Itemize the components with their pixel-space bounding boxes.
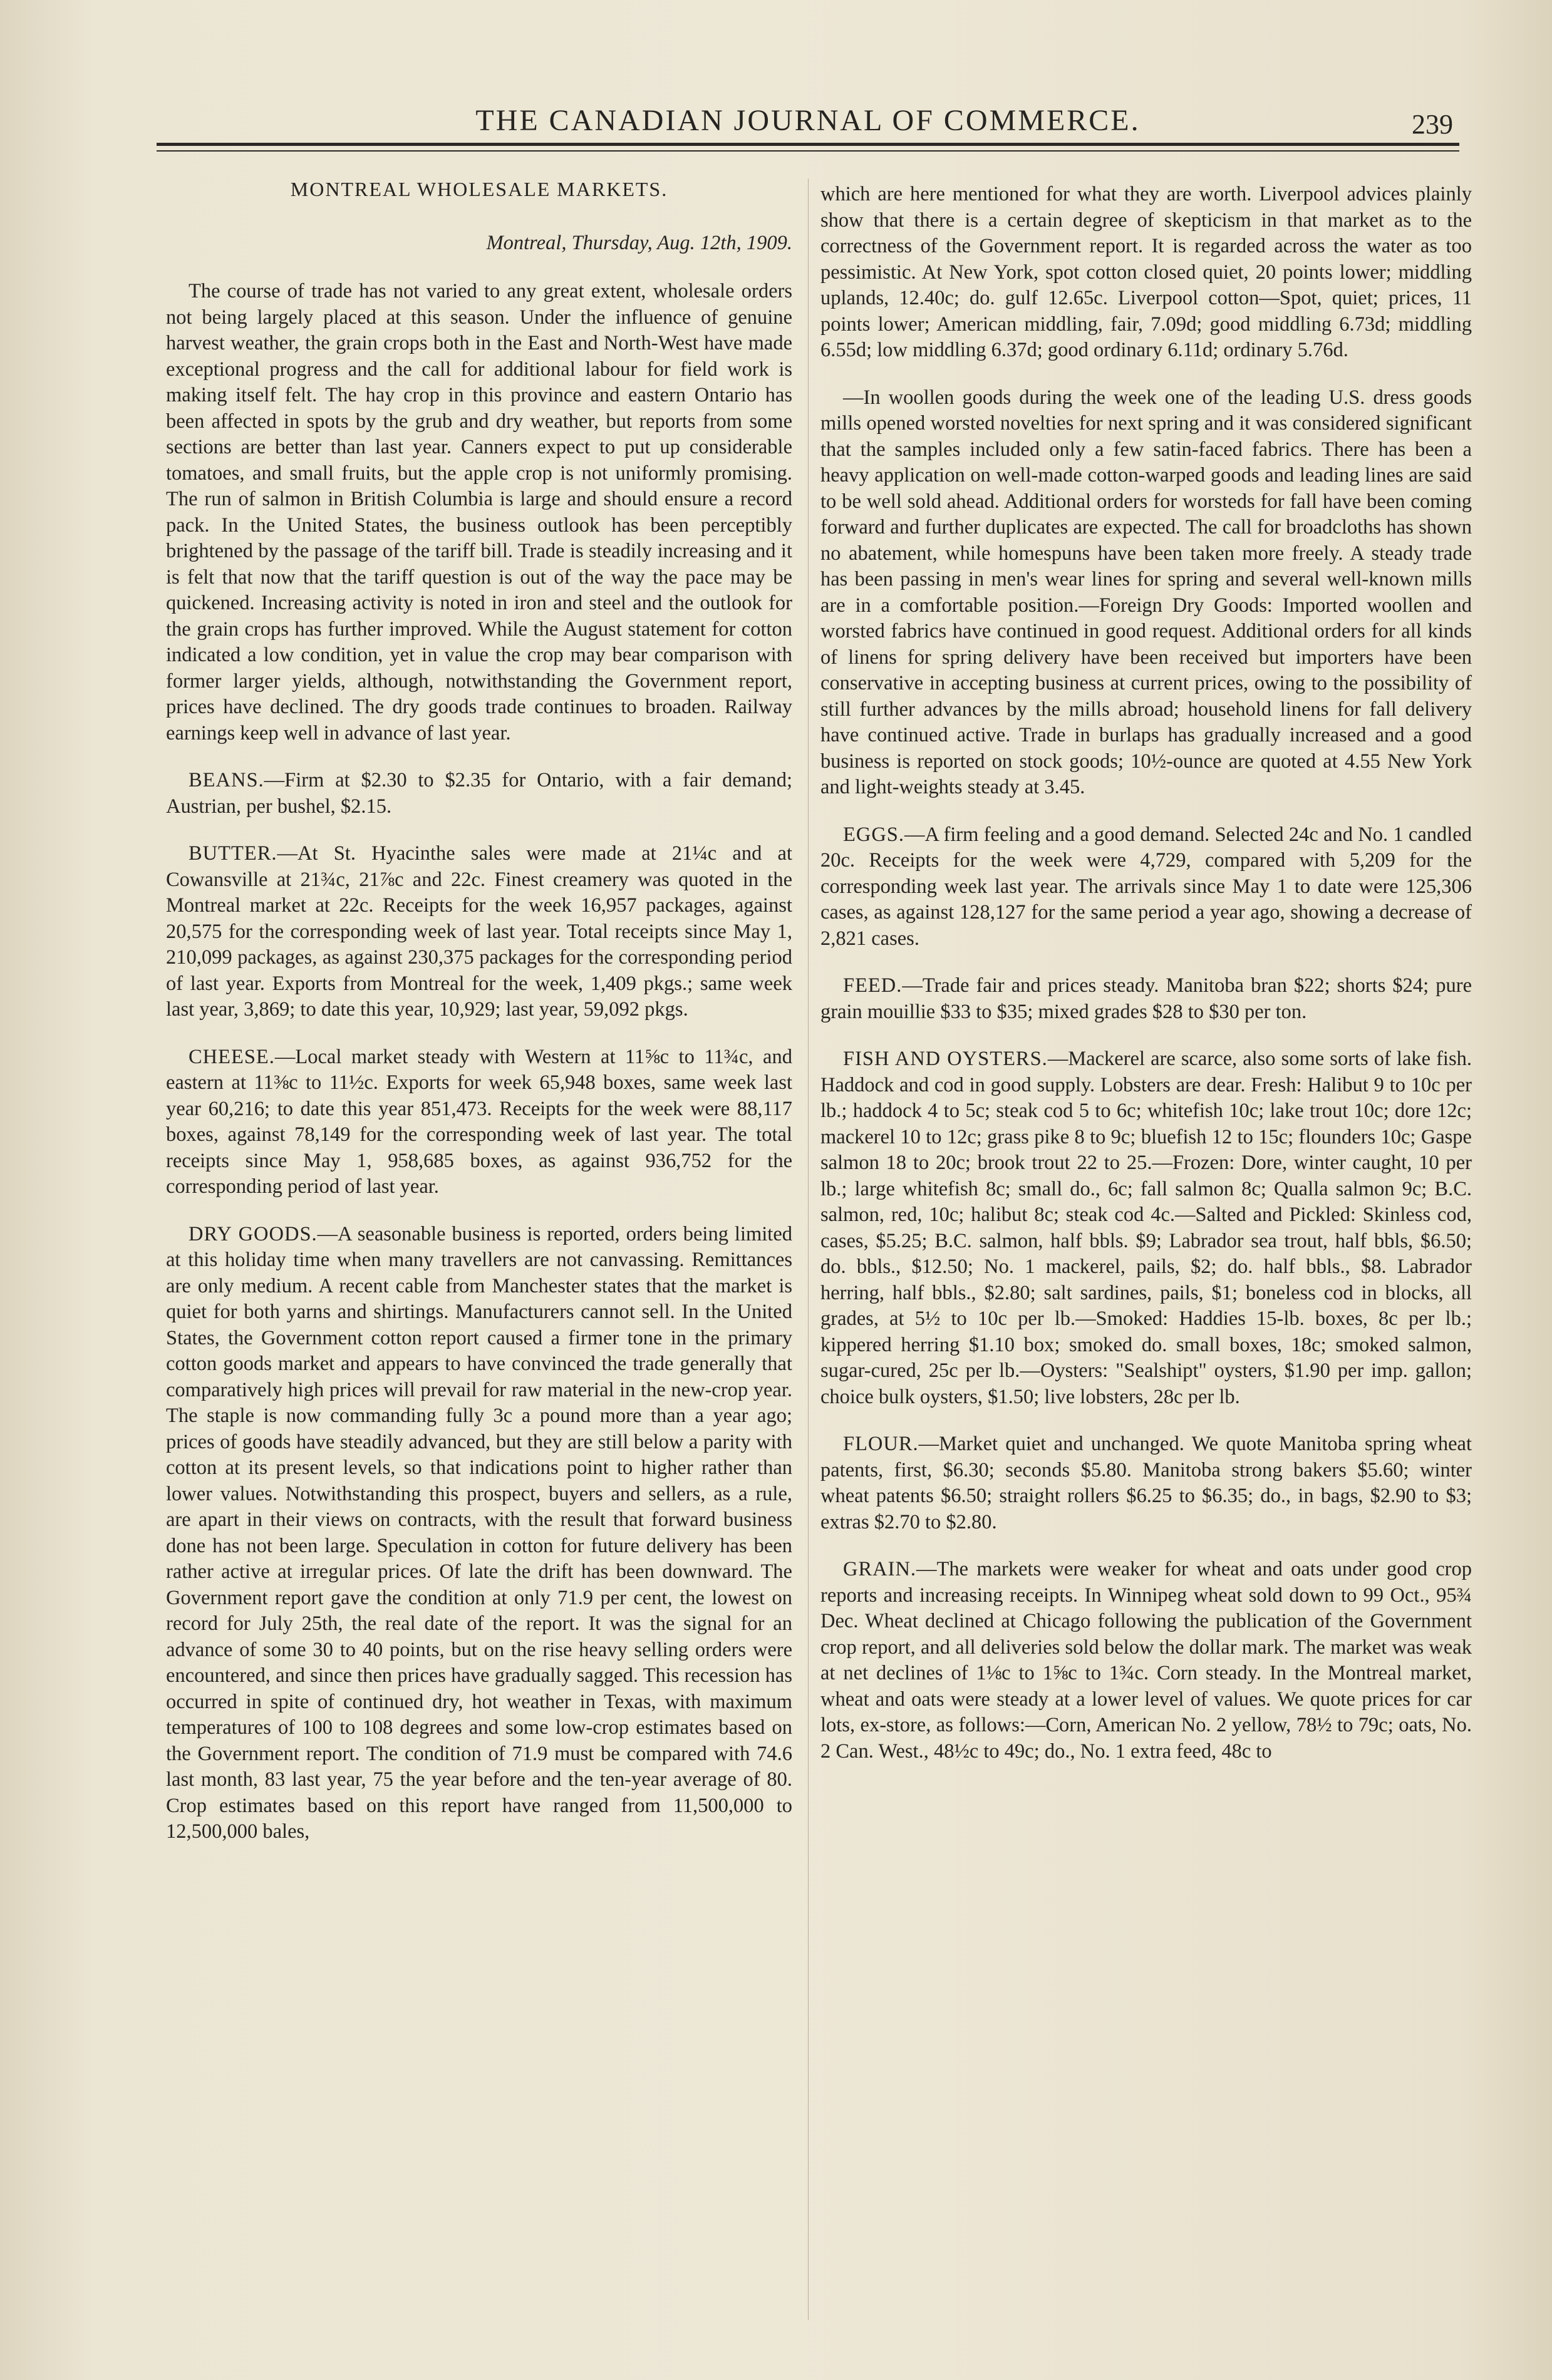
- page-header: [157, 103, 1459, 147]
- right-column: [820, 182, 1472, 1786]
- paragraph-text: —A seasonable business is reported, orders being limited at this holiday time when many travellers are not canvassing. Remittances are only medium. A recent cable from Manchester states that the market is quiet for both yarns and shirtings. Manufacturers cannot sell. In the United States, the Government cotton report caused a firmer tone in the primary cotton goods market and appears to have convinced the trade generally that comparatively high prices will prevail for raw material in the new-crop year. The staple is now commanding fully 3c a pound more than a year ago; prices of goods have steadily advanced, but they are still below a parity with cotton at its present levels, so that indications point to higher rather than lower values. Notwithstanding this prospect, buyers and sellers, as a rule, are apart in their views on contracts, with the result that forward business done has not been large. Speculation in cotton for future delivery has been rather active at irregular prices. Of late the drift has been downward. The Government report gave the condition at only 71.9 per cent, the lowest on record for July 25th, the real date of the report. It was the signal for an advance of some 30 to 40 points, but on the rise heavy selling orders were encountered, and since then prices have gradually sagged. This recession has occurred in spite of continued dry, hot weather in Texas, with maximum temperatures of 100 to 108 degrees and some low-crop estimates based on the Government report. The condition of 71.9 must be compared with 74.6 last month, 83 last year, 75 the year before and the ten-year average of 80. Crop estimates based on this report have ranged from 11,500,000 to 12,500,000 bales,: [166, 1222, 792, 1843]
- paragraph-heading: GRAIN.: [843, 1558, 917, 1580]
- article-paragraph: [820, 1046, 1472, 1410]
- paragraph-text: —At St. Hyacinthe sales were made at 21¼c and at Cowansville at 21¾c, 21⅞c and 22c. Finest creamery was quoted in the Montreal market at 22c. Receipts for the week 16,957 packages, against 20,575 for the corresponding week of last year. Total receipts since May 1, 210,099 packages, as against 230,375 packages for the corresponding period of last year. Exports from Montreal for the week, 1,409 pkgs.; same week last year, 3,869; to date this year, 10,929; last year, 59,092 pkgs.: [166, 842, 792, 1021]
- paragraph-heading: CHEESE.: [189, 1045, 275, 1068]
- header-rule-thick: [157, 143, 1459, 146]
- page-number: 239: [1412, 109, 1453, 140]
- section-title: MONTREAL WHOLESALE MARKETS.: [290, 178, 668, 200]
- paragraph-heading: DRY GOODS.: [189, 1222, 318, 1245]
- left-column: [166, 177, 792, 1867]
- left-paragraphs: [166, 279, 792, 1845]
- paragraph-text: —Local market steady with Western at 11⅝c to 11¾c, and eastern at 11⅜c to 11½c. Exports for week 65,948 boxes, same week last year 60,216; to date this year 851,473. Receipts for the week were 88,117 boxes, against 78,149 for the corresponding week of last year. The total receipts since May 1, 958,685 boxes, as against 936,752 for the corresponding period of last year.: [166, 1045, 792, 1198]
- paragraph-heading: FISH AND OYSTERS.: [843, 1048, 1048, 1070]
- paragraph-text: —Mackerel are scarce, also some sorts of lake fish. Haddock and cod in good supply. Lobsters are dear. Fresh: Halibut 9 to 10c per lb.; haddock 4 to 5c; steak cod 5 to 6c; whitefish 10c; lake trout 10c; dore 12c; mackerel 10 to 12c; grass pike 8 to 9c; bluefish 12 to 15c; flounders 10c; Gaspe salmon 18 to 20c; brook trout 22 to 25.—Frozen: Dore, winter caught, 10 per lb.; large whitefish 8c; small do., 6c; fall salmon 8c; Qualla salmon 9c; B.C. salmon, red, 10c; halibut 8c; steak cod 4c.—Salted and Pickled: Skinless cod, cases, $5.25; B.C. salmon, half bbls. $9; Labrador sea trout, half bbls, $6.50; do. bbls., $12.50; No. 1 mackerel, pails, $2; do. half bbls., $8. Labrador herring, half bbls., $2.80; salt sardines, pails, $1; boneless cod in blocks, all grades, at 5½ to 10c per lb.—Smoked: Haddies 15-lb. boxes, 8c per lb.; kippered herring $1.10 box; smoked do. small boxes, 18c; smoked salmon, sugar-cured, 25c per lb.—Oysters: "Sealshipt" oysters, $1.90 per imp. gallon; choice bulk oysters, $1.50; live lobsters, 28c per lb.: [820, 1048, 1472, 1408]
- article-paragraph: [820, 1557, 1472, 1764]
- paragraph-heading: BUTTER.: [189, 842, 277, 865]
- article-paragraph: [820, 385, 1472, 801]
- article-paragraph: [166, 1222, 792, 1845]
- paragraph-text: The course of trade has not varied to any great extent, wholesale orders not being largely placed at this season. Under the influence of genuine harvest weather, the grain crops both in the East and North-West have made exceptional progress and the call for additional labour for field work is making itself felt. The hay crop in this province and eastern Ontario has been affected in spots by the grub and dry weather, but reports from some sections are better than last year. Canners expect to put up considerable tomatoes, and small fruits, but the apple crop is not uniformly promising. The run of salmon in British Columbia is large and should ensure a record pack. In the United States, the business outlook has been perceptibly brightened by the passage of the tariff bill. Trade is steadily increasing and it is felt that now that the tariff question is out of the way the pace may be quickened. Increasing activity is noted in iron and steel and the outlook for the grain crops has further improved. While the August statement for cotton indicated a low condition, yet in value the crop may bear comparison with former larger yields, although, notwithstanding the Government report, prices have declined. The dry goods trade continues to broaden. Railway earnings keep well in advance of last year.: [166, 280, 792, 744]
- paragraph-text: —Market quiet and unchanged. We quote Manitoba spring wheat patents, first, $6.30; seconds $5.80. Manitoba strong bakers $5.60; winter wheat patents $6.50; straight rollers $6.25 to $6.35; do., in bags, $2.90 to $3; extras $2.70 to $2.80.: [820, 1433, 1472, 1533]
- right-paragraphs: [820, 182, 1472, 1764]
- paragraph-heading: EGGS.: [843, 823, 904, 846]
- paragraph-text: —A firm feeling and a good demand. Selected 24c and No. 1 candled 20c. Receipts for the week were 4,729, compared with 5,209 for the corresponding week last year. The arrivals since May 1 to date were 125,306 cases, as against 128,127 for the same period a year ago, showing a decrease of 2,821 cases.: [820, 823, 1472, 950]
- article-paragraph: [820, 1431, 1472, 1535]
- article-paragraph: [166, 279, 792, 746]
- header-rule-thin: [157, 150, 1459, 152]
- article-paragraph: [166, 1044, 792, 1200]
- paragraph-text: —Firm at $2.30 to $2.35 for Ontario, with a fair demand; Austrian, per bushel, $2.15.: [166, 769, 792, 818]
- article-paragraph: [820, 182, 1472, 364]
- paragraph-heading: FLOUR.: [843, 1433, 919, 1455]
- journal-title: THE CANADIAN JOURNAL OF COMMERCE.: [475, 104, 1141, 137]
- article-paragraph: [166, 768, 792, 820]
- column-divider: [808, 178, 809, 2320]
- paragraph-heading: FEED.: [843, 974, 903, 997]
- article-paragraph: [820, 973, 1472, 1025]
- paragraph-heading: BEANS.: [189, 769, 264, 791]
- paragraph-text: —The markets were weaker for wheat and oats under good crop reports and increasing receipts. In Winnipeg wheat sold down to 99 Oct., 95¾ Dec. Wheat declined at Chicago following the publication of the Government crop report, and all deliveries sold below the dollar mark. The market was weak at net declines of 1⅛c to 1⅝c to 1¾c. Corn steady. In the Montreal market, wheat and oats were steady at a lower level of values. We quote prices for car lots, ex-store, as follows:—Corn, American No. 2 yellow, 78½ to 79c; oats, No. 2 Can. West., 48½c to 49c; do., No. 1 extra feed, 48c to: [820, 1558, 1472, 1763]
- article-paragraph: [166, 841, 792, 1023]
- paragraph-text: —In woollen goods during the week one of the leading U.S. dress goods mills opened worsted novelties for next spring and it was considered significant that the samples included only a few satin-faced fabrics. There has been a heavy application on well-made cotton-warped goods and leading lines are said to be well sold ahead. Additional orders for worsteds for fall have been coming forward and further duplicates are expected. The call for broadcloths has shown no abatement, while homespuns have been taken more freely. A steady trade has been passing in men's wear lines for spring and several well-known mills are in a comfortable position.—Foreign Dry Goods: Imported woollen and worsted fabrics have continued in good request. Additional orders for all kinds of linens for spring delivery have been received but importers have been conservative in accepting business at current prices, owing to the possibility of still further advances by the mills abroad; household linens for fall delivery have continued active. Trade in burlaps has gradually increased and a good business is reported on stock goods; 10½-ounce are quoted at 4.55 New York and light-weights steady at 3.45.: [820, 386, 1472, 798]
- paragraph-text: —Trade fair and prices steady. Manitoba bran $22; shorts $24; pure grain mouillie $33 to $35; mixed grades $28 to $30 per ton.: [820, 974, 1472, 1023]
- dateline: Montreal, Thursday, Aug. 12th, 1909.: [486, 231, 792, 254]
- article-paragraph: [820, 822, 1472, 952]
- paragraph-text: which are here mentioned for what they are worth. Liverpool advices plainly show that there is a certain degree of skepticism in that market as to the correctness of the Government report. It is regarded across the water as too pessimistic. At New York, spot cotton closed quiet, 20 points lower; middling uplands, 12.40c; do. gulf 12.65c. Liverpool cotton—Spot, quiet; prices, 11 points lower; American middling, fair, 7.09d; good middling 6.73d; middling 6.55d; low middling 6.37d; good ordinary 6.11d; ordinary 5.76d.: [820, 183, 1472, 361]
